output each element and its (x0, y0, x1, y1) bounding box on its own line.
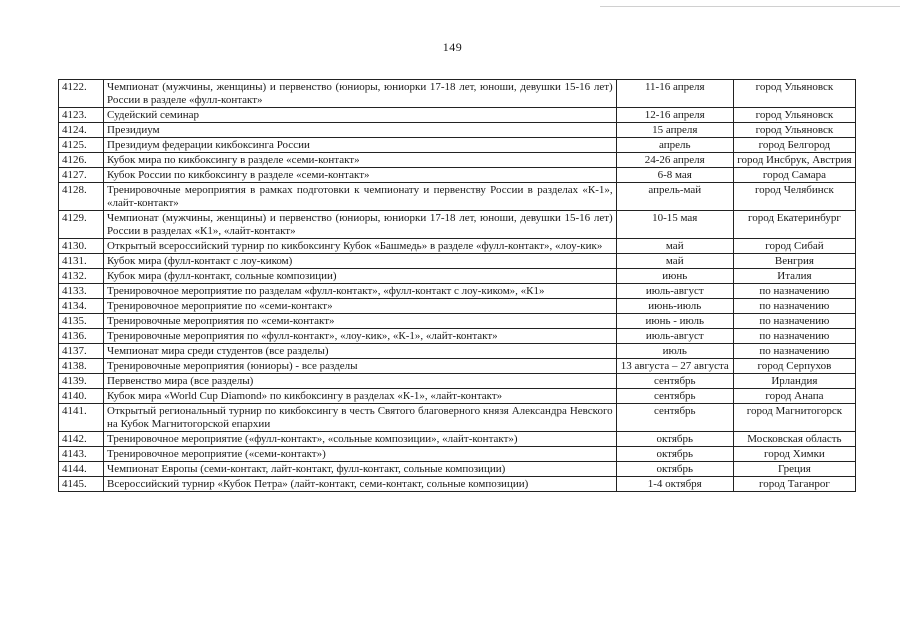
event-number-cell: 4125. (59, 138, 104, 153)
event-name-cell: Тренировочное мероприятие по разделам «фулл-контакт», «фулл-контакт с лоу-киком», «К1» (104, 284, 617, 299)
event-name-cell: Кубок мира (фулл-контакт, сольные композиции) (104, 269, 617, 284)
event-date-cell: апрель-май (616, 183, 733, 211)
table-row (59, 80, 856, 108)
event-name-cell: Кубок мира (фулл-контакт с лоу-киком) (104, 254, 617, 269)
event-name-cell: Открытый региональный турнир по кикбоксингу в честь Святого благоверного князя Александра Невского на Кубок Магнитогорской епархии (104, 404, 617, 432)
event-number-cell: 4144. (59, 462, 104, 477)
event-name-cell: Чемпионат (мужчины, женщины) и первенство (юниоры, юниорки 17-18 лет, юноши, девушки 15-16 лет) России в разделе «фулл-контакт» (104, 80, 617, 108)
event-date-cell: июнь (616, 269, 733, 284)
event-date-cell: 11-16 апреля (616, 80, 733, 108)
table-row (59, 329, 856, 344)
table-row (59, 314, 856, 329)
event-name-cell: Тренировочные мероприятия в рамках подготовки к чемпионату и первенству России в разделах «К-1», «лайт-контакт» (104, 183, 617, 211)
event-name-cell: Открытый всероссийский турнир по кикбоксингу Кубок «Башмедь» в разделе «фулл-контакт», «лоу-кик» (104, 239, 617, 254)
event-name-cell: Тренировочное мероприятие («семи-контакт») (104, 447, 617, 462)
event-number-cell: 4136. (59, 329, 104, 344)
table-row (59, 211, 856, 239)
table-row (59, 123, 856, 138)
table-row (59, 299, 856, 314)
event-name-cell: Президиум (104, 123, 617, 138)
event-place-cell: город Анапа (733, 389, 855, 404)
page-number: 149 (442, 40, 463, 54)
event-date-cell: сентябрь (616, 374, 733, 389)
event-place-cell: по назначению (733, 314, 855, 329)
event-number-cell: 4143. (59, 447, 104, 462)
event-place-cell: город Инсбрук, Австрия (733, 153, 855, 168)
table-row (59, 432, 856, 447)
event-number-cell: 4141. (59, 404, 104, 432)
event-date-cell: октябрь (616, 462, 733, 477)
event-number-cell: 4134. (59, 299, 104, 314)
table-row (59, 462, 856, 477)
table-row (59, 183, 856, 211)
table-row (59, 153, 856, 168)
event-name-cell: Кубок мира «World Cup Diamond» по кикбоксингу в разделах «К-1», «лайт-контакт» (104, 389, 617, 404)
table-row (59, 359, 856, 374)
event-number-cell: 4140. (59, 389, 104, 404)
event-name-cell: Первенство мира (все разделы) (104, 374, 617, 389)
event-date-cell: 24-26 апреля (616, 153, 733, 168)
event-name-cell: Тренировочное мероприятие по «семи-контакт» (104, 299, 617, 314)
event-date-cell: 13 августа – 27 августа (616, 359, 733, 374)
table-row (59, 447, 856, 462)
table-row (59, 344, 856, 359)
event-date-cell: май (616, 254, 733, 269)
event-number-cell: 4145. (59, 477, 104, 492)
event-date-cell: 1-4 октября (616, 477, 733, 492)
event-date-cell: сентябрь (616, 389, 733, 404)
events-table (58, 79, 856, 492)
event-number-cell: 4138. (59, 359, 104, 374)
event-place-cell: Италия (733, 269, 855, 284)
event-name-cell: Тренировочные мероприятия по «фулл-контакт», «лоу-кик», «К-1», «лайт-контакт» (104, 329, 617, 344)
event-date-cell: 6-8 мая (616, 168, 733, 183)
event-name-cell: Тренировочные мероприятия (юниоры) - все разделы (104, 359, 617, 374)
event-number-cell: 4132. (59, 269, 104, 284)
event-name-cell: Президиум федерации кикбоксинга России (104, 138, 617, 153)
event-name-cell: Судейский семинар (104, 108, 617, 123)
event-number-cell: 4129. (59, 211, 104, 239)
event-place-cell: Греция (733, 462, 855, 477)
table-row (59, 138, 856, 153)
table-row (59, 477, 856, 492)
event-number-cell: 4137. (59, 344, 104, 359)
event-date-cell: июль-август (616, 284, 733, 299)
event-place-cell: по назначению (733, 284, 855, 299)
event-number-cell: 4130. (59, 239, 104, 254)
event-number-cell: 4128. (59, 183, 104, 211)
event-name-cell: Чемпионат мира среди студентов (все разделы) (104, 344, 617, 359)
event-place-cell: город Самара (733, 168, 855, 183)
event-place-cell: по назначению (733, 329, 855, 344)
event-number-cell: 4127. (59, 168, 104, 183)
event-place-cell: Московская область (733, 432, 855, 447)
event-number-cell: 4131. (59, 254, 104, 269)
event-date-cell: июль (616, 344, 733, 359)
event-place-cell: город Ульяновск (733, 123, 855, 138)
event-place-cell: город Ульяновск (733, 108, 855, 123)
event-place-cell: по назначению (733, 299, 855, 314)
event-place-cell: город Екатеринбург (733, 211, 855, 239)
event-number-cell: 4122. (59, 80, 104, 108)
table-row (59, 269, 856, 284)
event-place-cell: город Белгород (733, 138, 855, 153)
event-number-cell: 4123. (59, 108, 104, 123)
event-name-cell: Кубок мира по кикбоксингу в разделе «семи-контакт» (104, 153, 617, 168)
event-place-cell: город Сибай (733, 239, 855, 254)
event-date-cell: июнь-июль (616, 299, 733, 314)
event-name-cell: Тренировочные мероприятия по «семи-контакт» (104, 314, 617, 329)
event-place-cell: по назначению (733, 344, 855, 359)
event-date-cell: октябрь (616, 432, 733, 447)
event-name-cell: Тренировочное мероприятие («фулл-контакт», «сольные композиции», «лайт-контакт») (104, 432, 617, 447)
event-place-cell: город Серпухов (733, 359, 855, 374)
events-table-body (59, 80, 856, 492)
event-place-cell: город Таганрог (733, 477, 855, 492)
event-date-cell: июль-август (616, 329, 733, 344)
event-number-cell: 4124. (59, 123, 104, 138)
event-place-cell: город Магнитогорск (733, 404, 855, 432)
event-number-cell: 4126. (59, 153, 104, 168)
event-date-cell: сентябрь (616, 404, 733, 432)
event-number-cell: 4142. (59, 432, 104, 447)
scan-edge-line (600, 6, 900, 7)
event-place-cell: город Химки (733, 447, 855, 462)
event-date-cell: апрель (616, 138, 733, 153)
event-number-cell: 4135. (59, 314, 104, 329)
event-date-cell: 12-16 апреля (616, 108, 733, 123)
event-date-cell: 15 апреля (616, 123, 733, 138)
event-date-cell: май (616, 239, 733, 254)
event-date-cell: июнь - июль (616, 314, 733, 329)
event-place-cell: город Ульяновск (733, 80, 855, 108)
event-name-cell: Всероссийский турнир «Кубок Петра» (лайт-контакт, семи-контакт, сольные композиции) (104, 477, 617, 492)
event-number-cell: 4133. (59, 284, 104, 299)
table-row (59, 254, 856, 269)
event-name-cell: Чемпионат Европы (семи-контакт, лайт-контакт, фулл-контакт, сольные композиции) (104, 462, 617, 477)
event-name-cell: Чемпионат (мужчины, женщины) и первенство (юниоры, юниорки 17-18 лет, юноши, девушки 15-16 лет) России в разделах «К1», «лайт-контакт» (104, 211, 617, 239)
event-place-cell: Ирландия (733, 374, 855, 389)
event-place-cell: Венгрия (733, 254, 855, 269)
table-row (59, 284, 856, 299)
event-date-cell: октябрь (616, 447, 733, 462)
event-name-cell: Кубок России по кикбоксингу в разделе «семи-контакт» (104, 168, 617, 183)
table-row (59, 168, 856, 183)
table-row (59, 239, 856, 254)
event-place-cell: город Челябинск (733, 183, 855, 211)
event-date-cell: 10-15 мая (616, 211, 733, 239)
table-row (59, 374, 856, 389)
table-row (59, 404, 856, 432)
event-number-cell: 4139. (59, 374, 104, 389)
table-row (59, 108, 856, 123)
table-row (59, 389, 856, 404)
